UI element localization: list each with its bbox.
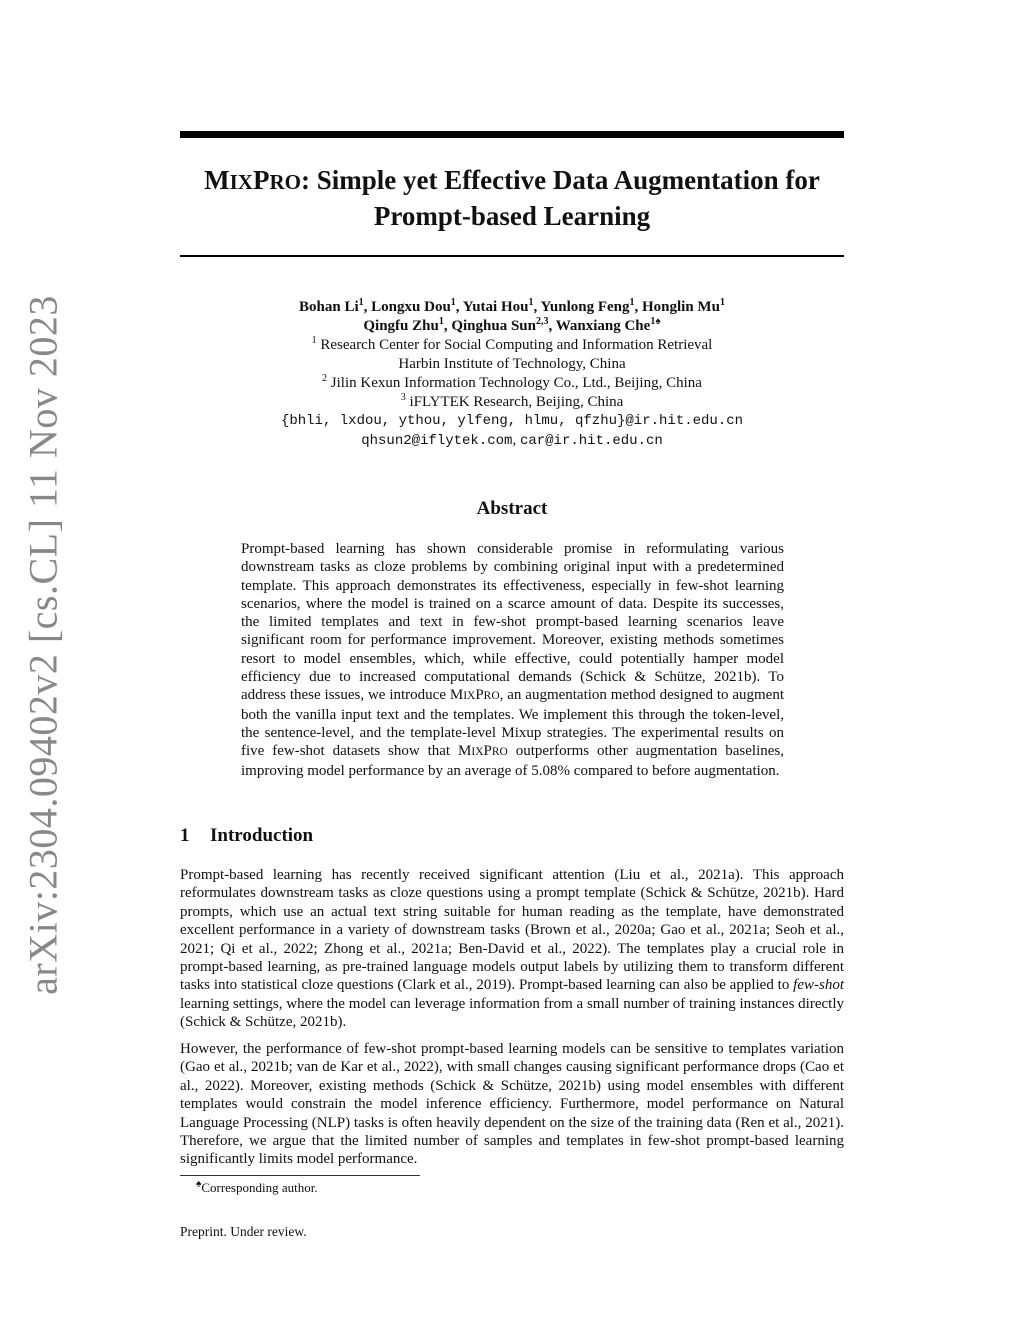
arxiv-identifier: arXiv:2304.09402v2 [cs.CL] 11 Nov 2023 — [20, 295, 66, 995]
mixpro-name-1 — [450, 687, 500, 703]
author-affiliation-mark: 1 — [528, 297, 534, 308]
author-affiliation-mark: 2,3 — [535, 316, 549, 327]
intro-paragraph-1 — [180, 866, 844, 1032]
author-separator: , — [443, 318, 452, 334]
affiliation-line — [180, 374, 844, 393]
author-separator: , — [634, 299, 642, 315]
preprint-notice: Preprint. Under review. — [180, 1224, 307, 1239]
section-number: 1 — [180, 825, 190, 846]
author-separator: , — [455, 299, 463, 315]
affiliation-text: Research Center for Social Computing and Information Retrieval — [316, 337, 713, 353]
section-heading-introduction — [180, 825, 313, 847]
intro-p1-part-2: learning settings, where the model can leverage information from a small number of training instances directly (Schick & Schütze, 2021b). — [180, 995, 844, 1031]
mix-text: MIX — [449, 687, 476, 704]
affiliation-text: iFLYTEK Research, Beijing, China — [405, 394, 624, 410]
author-affiliation-mark: 1 — [629, 297, 635, 308]
email-qhsun[interactable]: qhsun2@iflytek.com — [361, 433, 513, 449]
title-line-1 — [180, 163, 844, 199]
pro-text: PRO — [483, 743, 508, 760]
author-separator: , — [363, 299, 372, 315]
affiliation-line — [180, 336, 844, 355]
abstract-text — [241, 540, 784, 780]
author-name: Qingfu Zhu — [363, 318, 439, 334]
affiliation-text: Harbin Institute of Technology, China — [398, 356, 626, 372]
author-name: Wanxiang Che — [555, 318, 651, 334]
author-name: Honglin Mu — [642, 299, 720, 315]
author-affiliation-mark: 1 — [358, 297, 364, 308]
author-name: Bohan Li — [299, 299, 359, 315]
author-name: Qinghua Sun — [451, 318, 536, 334]
author-separator: , — [548, 318, 556, 334]
arxiv-sidebar — [18, 295, 68, 995]
author-name: Yunlong Feng — [540, 299, 630, 315]
affiliation-number: 3 — [400, 392, 406, 403]
author-affiliation-mark: 1♠ — [650, 316, 661, 327]
affiliations — [180, 336, 844, 412]
footnote-text: Corresponding author. — [201, 1180, 318, 1195]
author-affiliation-mark: 1 — [438, 316, 444, 327]
title-rest: : Simple yet Effective Data Augmentation for — [300, 165, 820, 195]
title-top-rule — [180, 131, 844, 138]
abstract-part-3: outperforms other augmentation baselines, improving model performance by an average of 5.08% compared to before augmentation. — [241, 743, 785, 779]
affiliation-line — [180, 355, 844, 374]
email-separator: , — [512, 432, 520, 448]
author-affiliation-mark: 1 — [450, 297, 456, 308]
mixpro-name-2 — [458, 743, 508, 759]
footnote-rule — [180, 1175, 420, 1176]
author-separator: , — [533, 299, 541, 315]
intro-p1-italic: few-shot — [793, 977, 844, 994]
title-mix: MIX — [204, 165, 253, 195]
title-line-2: Prompt-based Learning — [373, 201, 651, 231]
title-pro: PRO — [252, 165, 301, 195]
title-bottom-rule — [180, 255, 844, 257]
pro-text: PRO — [475, 687, 500, 704]
intro-p1-part-1: Prompt-based learning has recently received significant attention (Liu et al., 2021a). This approach reformulates downstream tasks as cloze questions using a prompt template (Schick & Schütze, 2021b). Hard prompts, which use an actual text string suitable for human reading as the template, have demonstrated excellent performance in a variety of downstream tasks (Brown et al., 2020a; Gao et al., 2021a; Seoh et al., 2021; Qi et al., 2022; Zhong et al., 2021a; Ben-David et al., 2022). The templates play a crucial role in prompt-based learning, as pre-trained language models output labels by utilizing them to transform different tasks into statistical cloze questions (Clark et al., 2019). Prompt-based learning can also be applied to — [180, 867, 844, 994]
affiliation-number: 1 — [311, 335, 317, 346]
section-title: Introduction — [210, 825, 314, 846]
abstract-heading: Abstract — [476, 498, 548, 519]
abstract-part-1: Prompt-based learning has shown considerable promise in reformulating various downstream tasks as cloze problems by combining original input with a predetermined template. This approach demonstrates its effectiveness, especially in few-shot learning scenarios, where the model is trained on a scarce amount of data. Despite its successes, the limited templates and text in few-shot prompt-based learning scenarios leave significant room for performance improvement. Moreover, existing methods sometimes resort to model ensembles, which, while effective, could potentially hamper model efficiency due to increased computational demands (Schick & Schütze, 2021b). To address these issues, we introduce — [241, 541, 784, 704]
footnote — [196, 1180, 318, 1196]
intro-paragraph-2: However, the performance of few-shot prompt-based learning models can be sensitive to templates variation (Gao et al., 2021b; van de Kar et al., 2022), with small changes causing significant performance drops (Cao et al., 2022). Moreover, existing methods (Schick & Schütze, 2021b) using model ensembles with different templates would constrain the model inference efficiency. Furthermore, model performance on Natural Language Processing (NLP) tasks is often heavily dependent on the size of the training data (Ren et al., 2021). Therefore, we argue that the limited number of samples and templates in few-shot prompt-based learning significantly limits model performance. — [180, 1041, 844, 1168]
affiliation-line — [180, 393, 844, 412]
email-line-2 — [180, 431, 844, 451]
mix-text: MIX — [458, 743, 484, 760]
affiliation-number: 2 — [322, 373, 328, 384]
author-affiliation-mark: 1 — [719, 297, 725, 308]
author-block — [180, 298, 844, 451]
affiliation-text: Jilin Kexun Information Technology Co., Ltd., Beijing, China — [327, 375, 702, 391]
footnote-mark: ♠ — [196, 1178, 202, 1190]
abstract-part-2: , an augmentation method designed to augment both the vanilla input text and the templates. We implement this through the token-level, the sentence-level, and the template-level Mixup strategies. The experimental results on five few-shot datasets show that — [241, 687, 785, 760]
author-name: Longxu Dou — [371, 299, 451, 315]
paper-title — [180, 163, 844, 233]
email-car[interactable]: car@ir.hit.edu.cn — [519, 433, 663, 449]
email-line-1: {bhli, lxdou, ythou, ylfeng, hlmu, qfzhu}@ir.hit.edu.cn — [280, 413, 744, 429]
author-line-2 — [180, 317, 844, 336]
author-name: Yutai Hou — [462, 299, 529, 315]
author-line-1 — [180, 298, 844, 317]
